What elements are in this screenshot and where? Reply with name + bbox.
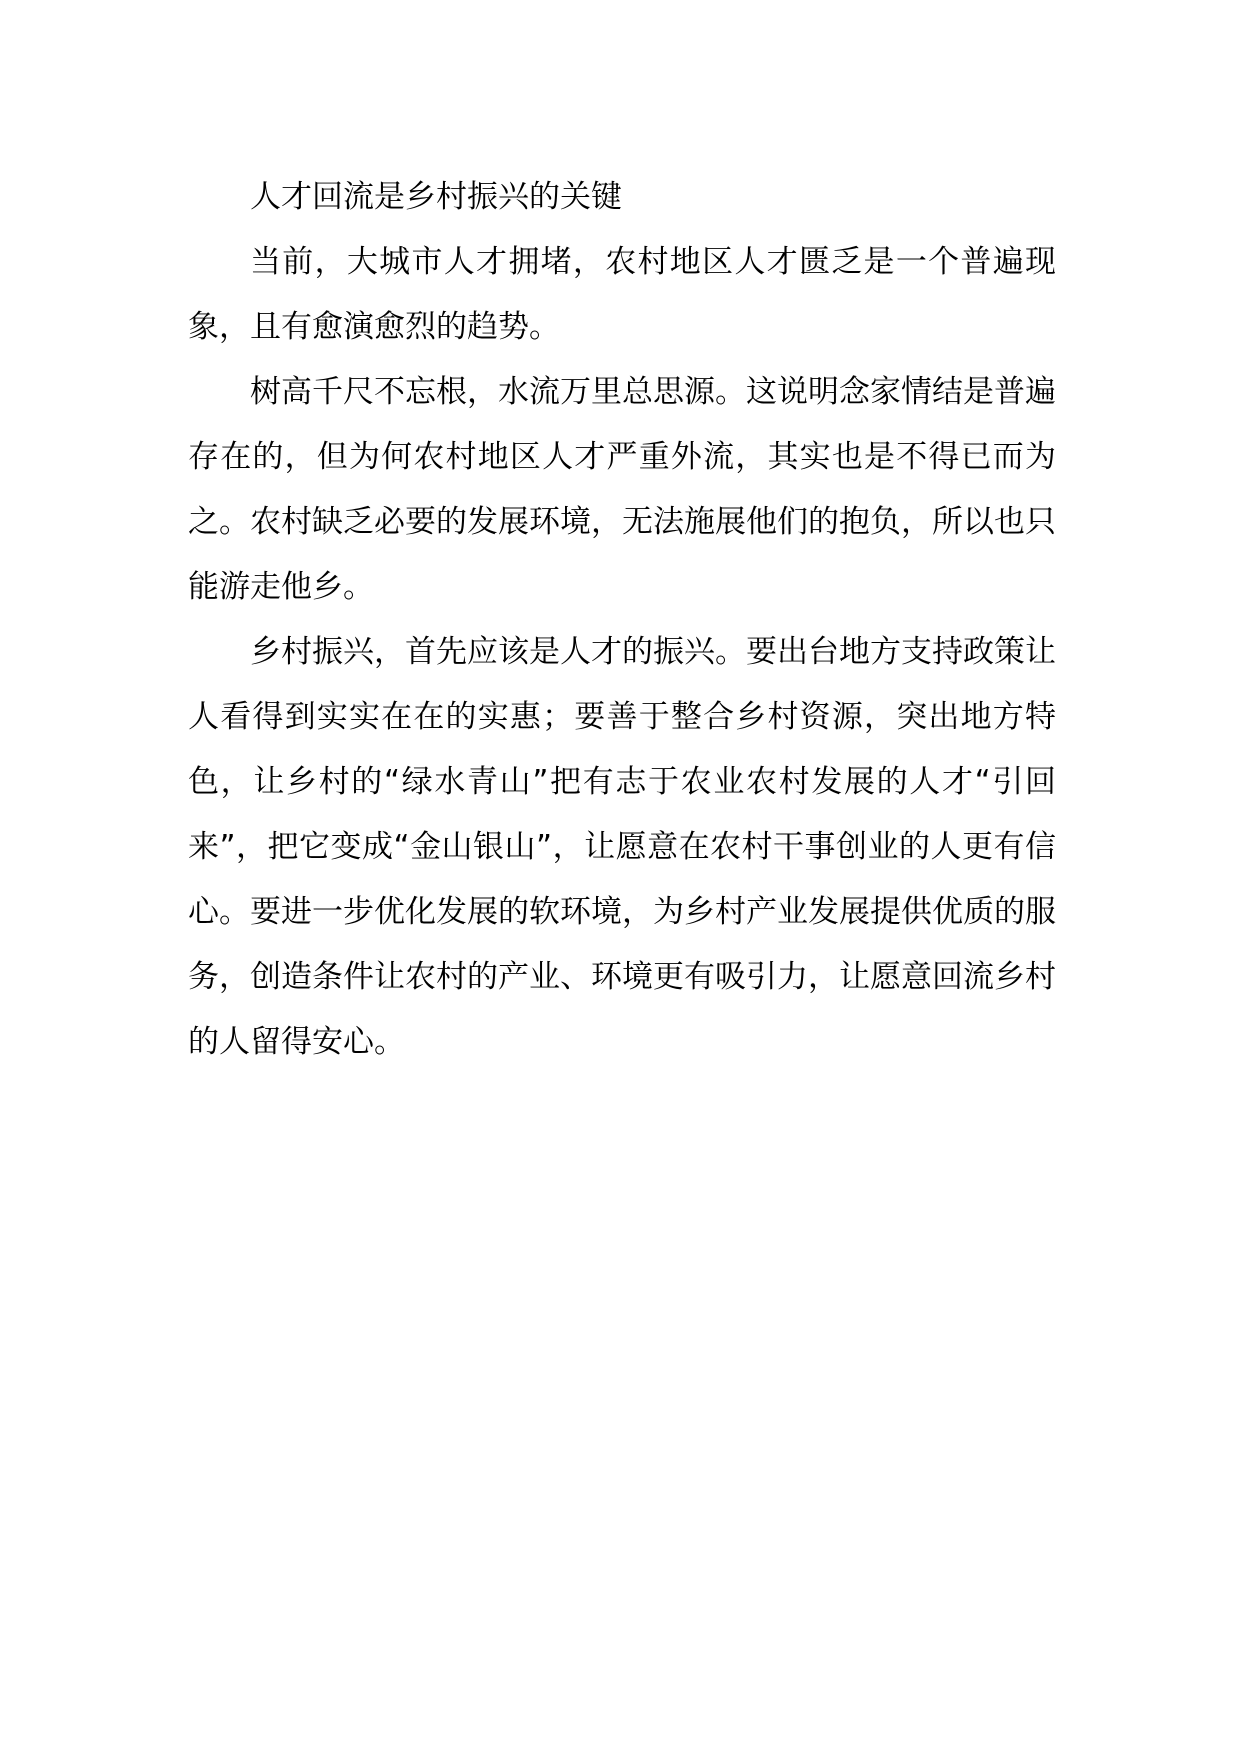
document-body <box>188 165 1056 1075</box>
paragraph-1: 当前，大城市人才拥堵，农村地区人才匮乏是一个普遍现象，且有愈演愈烈的趋势。 <box>188 244 1056 345</box>
document-title: 人才回流是乡村振兴的关键 <box>250 179 622 215</box>
paragraph-3: 乡村振兴，首先应该是人才的振兴。要出台地方支持政策让人看得到实实在在的实惠；要善于整合乡村资源，突出地方特色，让乡村的“绿水青山”把有志于农业农村发展的人才“引回来”，把它变成“金山银山”，让愿意在农村干事创业的人更有信心。要进一步优化发展的软环境，为乡村产业发展提供优质的服务，创造条件让农村的产业、环境更有吸引力，让愿意回流乡村的人留得安心。 <box>188 634 1056 1060</box>
paragraph-2: 树高千尺不忘根，水流万里总思源。这说明念家情结是普遍存在的，但为何农村地区人才严重外流，其实也是不得已而为之。农村缺乏必要的发展环境，无法施展他们的抱负，所以也只能游走他乡。 <box>188 374 1056 605</box>
